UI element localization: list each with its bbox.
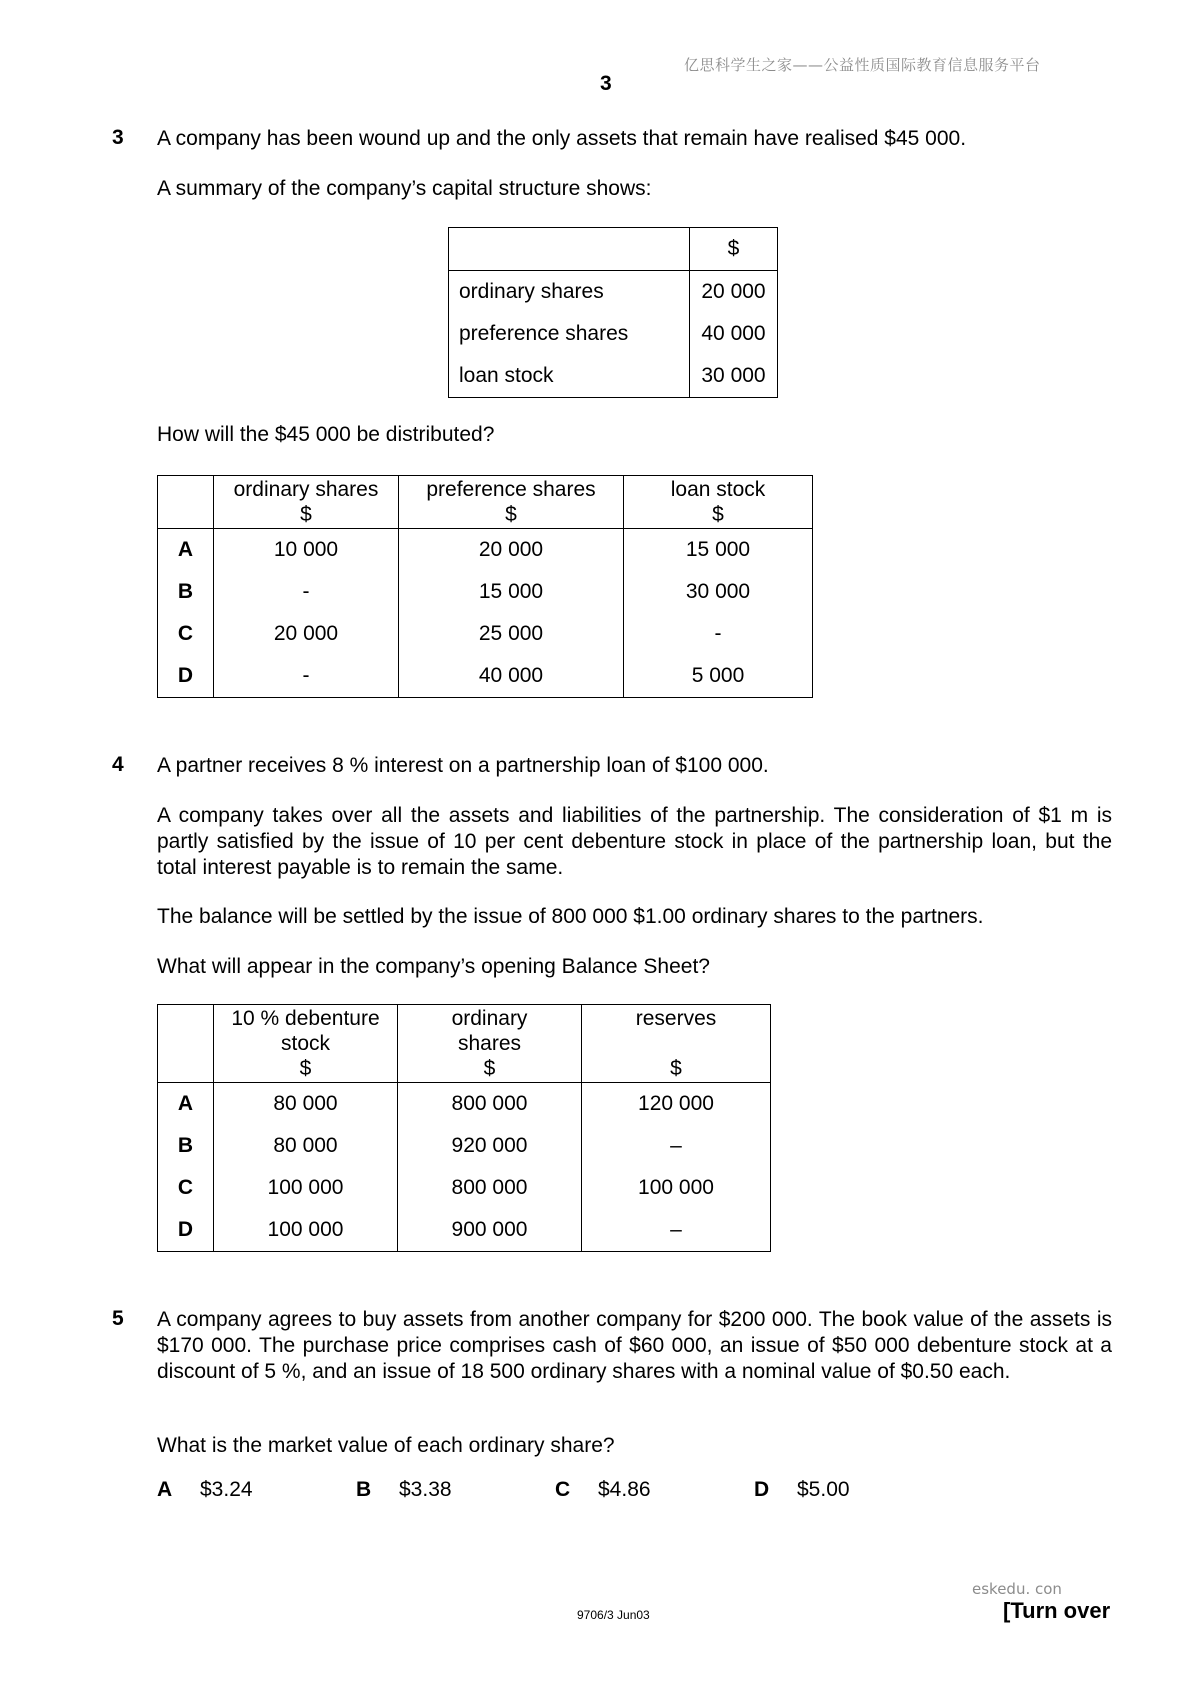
capital-row-value: 30 000 bbox=[701, 364, 766, 387]
question-5-number: 5 bbox=[112, 1307, 124, 1330]
option-cell: 30 000 bbox=[685, 580, 751, 603]
capital-table-row bbox=[449, 271, 778, 314]
option-letter: D bbox=[158, 655, 214, 698]
question-4-options-table bbox=[157, 1004, 771, 1252]
options-header: preference shares $ bbox=[399, 476, 624, 529]
option-cell: 800 000 bbox=[398, 1083, 582, 1126]
choice-letter: D bbox=[754, 1478, 770, 1501]
question-4-text: A partner receives 8 % interest on a partnership loan of $100 000. bbox=[157, 754, 769, 777]
question-5-question: What is the market value of each ordinary share? bbox=[157, 1434, 615, 1457]
options-header: ordinary shares $ bbox=[398, 1005, 582, 1083]
option-cell: - bbox=[214, 571, 399, 613]
table-row bbox=[158, 655, 813, 698]
question-3-question: How will the $45 000 be distributed? bbox=[157, 423, 495, 446]
option-cell: 20 000 bbox=[214, 613, 399, 655]
options-header-row bbox=[158, 1005, 771, 1083]
option-cell: - bbox=[214, 655, 399, 698]
option-cell: – bbox=[670, 1218, 682, 1241]
option-cell: 900 000 bbox=[398, 1209, 582, 1252]
table-row bbox=[158, 1209, 771, 1252]
question-4-balance: The balance will be settled by the issue of 800 000 $1.00 ordinary shares to the partners. bbox=[157, 905, 984, 928]
question-4-paragraph: A company takes over all the assets and liabilities of the partnership. The consideration of $1 m is partly satisfied by the issue of 10 per cent debenture stock in place of the partnership loan, but the total interest payable is to remain the same. bbox=[157, 804, 1112, 879]
capital-table-row bbox=[449, 313, 778, 355]
option-cell: 800 000 bbox=[398, 1167, 582, 1209]
capital-row-label: loan stock bbox=[449, 355, 690, 398]
answer-choice bbox=[157, 1478, 253, 1502]
capital-row-label: preference shares bbox=[449, 313, 690, 355]
options-header: loan stock $ bbox=[624, 476, 813, 529]
choice-value: $4.86 bbox=[598, 1478, 651, 1501]
choice-letter: B bbox=[356, 1478, 372, 1501]
option-cell: 120 000 bbox=[638, 1092, 714, 1115]
question-5-text: A company agrees to buy assets from another company for $200 000. The book value of the assets is $170 000. The purchase price comprises cash of $60 000, an issue of $50 000 debenture stock at a discount of 5 %, and an issue of 18 500 ordinary shares with a nominal value of $0.50 each. bbox=[157, 1308, 1112, 1383]
table-row bbox=[158, 1167, 771, 1209]
option-letter: C bbox=[158, 613, 214, 655]
option-cell: 15 000 bbox=[399, 571, 624, 613]
capital-structure-table bbox=[448, 227, 778, 398]
option-cell: 5 000 bbox=[691, 664, 745, 687]
capital-row-value: 20 000 bbox=[701, 280, 766, 303]
option-cell: 10 000 bbox=[214, 529, 399, 572]
footer-code: 9706/3 Jun03 bbox=[577, 1608, 650, 1622]
table-row bbox=[158, 1125, 771, 1167]
choice-letter: A bbox=[157, 1478, 173, 1501]
option-letter: B bbox=[158, 1125, 214, 1167]
question-4-question: What will appear in the company’s opening Balance Sheet? bbox=[157, 955, 710, 978]
option-letter: B bbox=[158, 571, 214, 613]
choice-value: $3.38 bbox=[399, 1478, 452, 1501]
choice-value: $3.24 bbox=[200, 1478, 253, 1501]
options-header: ordinary shares $ bbox=[214, 476, 399, 529]
capital-row-value: 40 000 bbox=[701, 322, 766, 345]
option-cell: 25 000 bbox=[399, 613, 624, 655]
table-row bbox=[158, 529, 813, 572]
option-letter: A bbox=[158, 1083, 214, 1126]
answer-choice bbox=[555, 1478, 651, 1502]
options-header: reserves $ bbox=[582, 1005, 771, 1083]
option-cell: 920 000 bbox=[398, 1125, 582, 1167]
choice-value: $5.00 bbox=[797, 1478, 850, 1501]
question-3-text: A company has been wound up and the only assets that remain have realised $45 000. bbox=[157, 127, 967, 150]
option-letter: A bbox=[158, 529, 214, 572]
option-cell: 100 000 bbox=[638, 1176, 714, 1199]
question-3-number: 3 bbox=[112, 126, 124, 149]
table-row bbox=[158, 1083, 771, 1126]
capital-row-label: ordinary shares bbox=[449, 271, 690, 314]
capital-table-header bbox=[449, 228, 778, 271]
table-row bbox=[158, 613, 813, 655]
turn-over-label: [Turn over bbox=[1003, 1598, 1111, 1623]
choice-letter: C bbox=[555, 1478, 571, 1501]
question-4-number: 4 bbox=[112, 753, 124, 776]
page-number: 3 bbox=[600, 72, 612, 95]
option-cell: 80 000 bbox=[214, 1083, 398, 1126]
options-header-row bbox=[158, 476, 813, 529]
options-header: 10 % debenture stock $ bbox=[214, 1005, 398, 1083]
footer-watermark: eskedu. con bbox=[972, 1580, 1062, 1598]
answer-choice bbox=[356, 1478, 452, 1502]
option-cell: 100 000 bbox=[214, 1167, 398, 1209]
option-cell: 15 000 bbox=[685, 538, 751, 561]
answer-choice bbox=[754, 1478, 850, 1502]
option-cell: 100 000 bbox=[214, 1209, 398, 1252]
option-cell: - bbox=[714, 622, 722, 645]
option-cell: 20 000 bbox=[399, 529, 624, 572]
option-cell: 80 000 bbox=[214, 1125, 398, 1167]
option-cell: – bbox=[670, 1134, 682, 1157]
capital-table-currency: $ bbox=[690, 228, 778, 271]
option-letter: C bbox=[158, 1167, 214, 1209]
capital-table-row bbox=[449, 355, 778, 398]
option-letter: D bbox=[158, 1209, 214, 1252]
question-3-summary: A summary of the company’s capital structure shows: bbox=[157, 177, 652, 200]
question-3-options-table bbox=[157, 475, 813, 698]
option-cell: 40 000 bbox=[399, 655, 624, 698]
header-watermark: 亿思科学生之家——公益性质国际教育信息服务平台 bbox=[684, 56, 1041, 74]
table-row bbox=[158, 571, 813, 613]
